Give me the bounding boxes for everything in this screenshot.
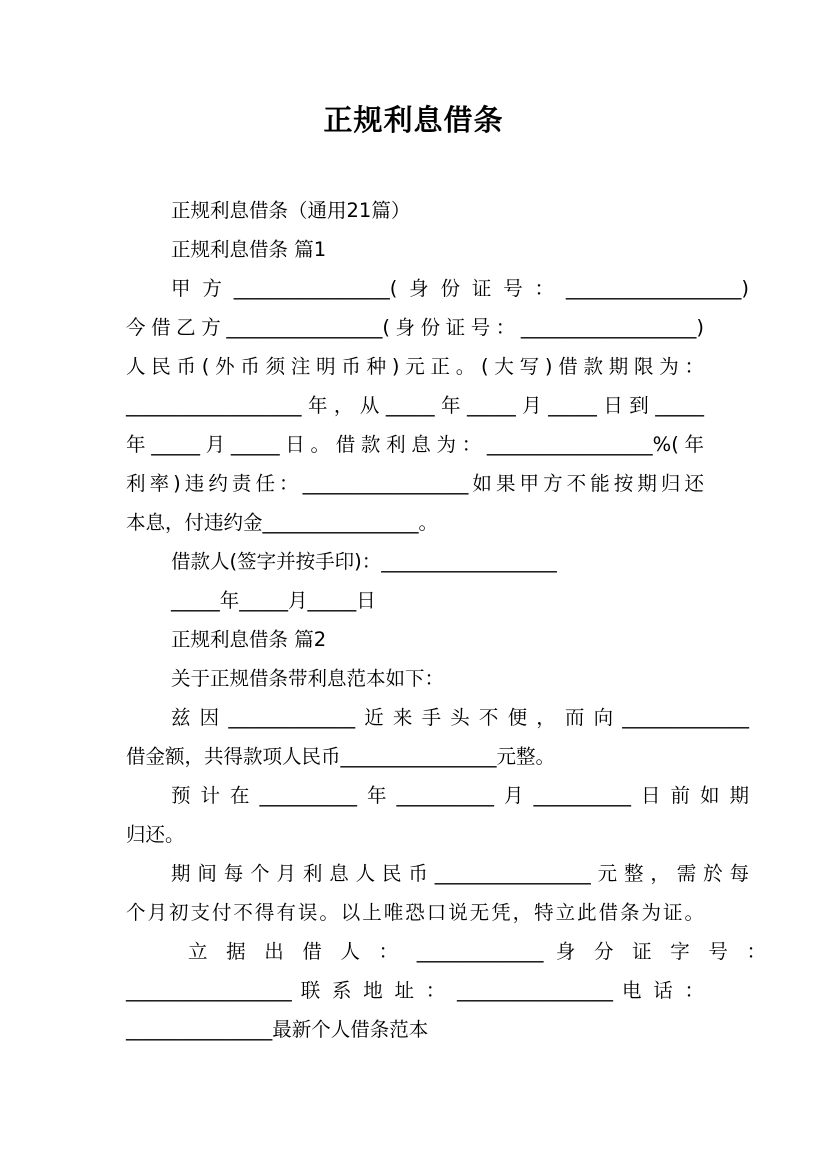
document-title: 正规利息借条 [323,103,504,137]
text-line: _________________ 联 系 地 址 ： ________________ 电 话 ： [126,979,704,1002]
text-line: 正规利息借条（通用21篇） [171,199,411,222]
text-line: __________________年，从_____年_____月_____日到_____ [126,394,704,417]
text-line: _____年_____月_____日 [171,589,376,612]
text-line: _______________最新个人借条范本 [126,1018,429,1041]
text-line: 归还。 [126,823,185,846]
text-line: 预计在__________年__________月__________日前如期 [171,784,749,807]
text-line: 关于正规借条带利息范本如下： [171,667,445,690]
text-line: 人民币(外币须注明币种)元正。(大写)借款期限为： [126,355,704,378]
text-line: 个月初支付不得有误。以上唯恐口说无凭，特立此借条为证。 [126,901,704,924]
text-line: 利率)违约责任：_________________如果甲方不能按期归还 [126,472,704,495]
text-line: 立 据 出 借 人 ： _____________ 身 分 证 字 号 ： [188,940,766,963]
text-line: 期间每个月利息人民币________________元整，需於每 [171,862,749,885]
text-line: 今借乙方________________(身份证号：__________________) [126,316,704,339]
text-line: 正规利息借条 篇2 [171,628,327,651]
text-line: 本息，付违约金________________。 [126,511,439,534]
text-line: 借款人(签字并按手印)：__________________ [171,550,557,573]
text-line: 兹因_____________近来手头不便，而向_____________ [171,706,749,729]
text-line: 年_____月_____日。借款利息为：_________________%(年 [126,433,704,456]
text-line: 正规利息借条 篇1 [171,238,327,261]
text-line: 借金额，共得款项人民币________________元整。 [126,745,556,768]
text-line: 甲方________________(身份证号：__________________) [171,277,749,300]
